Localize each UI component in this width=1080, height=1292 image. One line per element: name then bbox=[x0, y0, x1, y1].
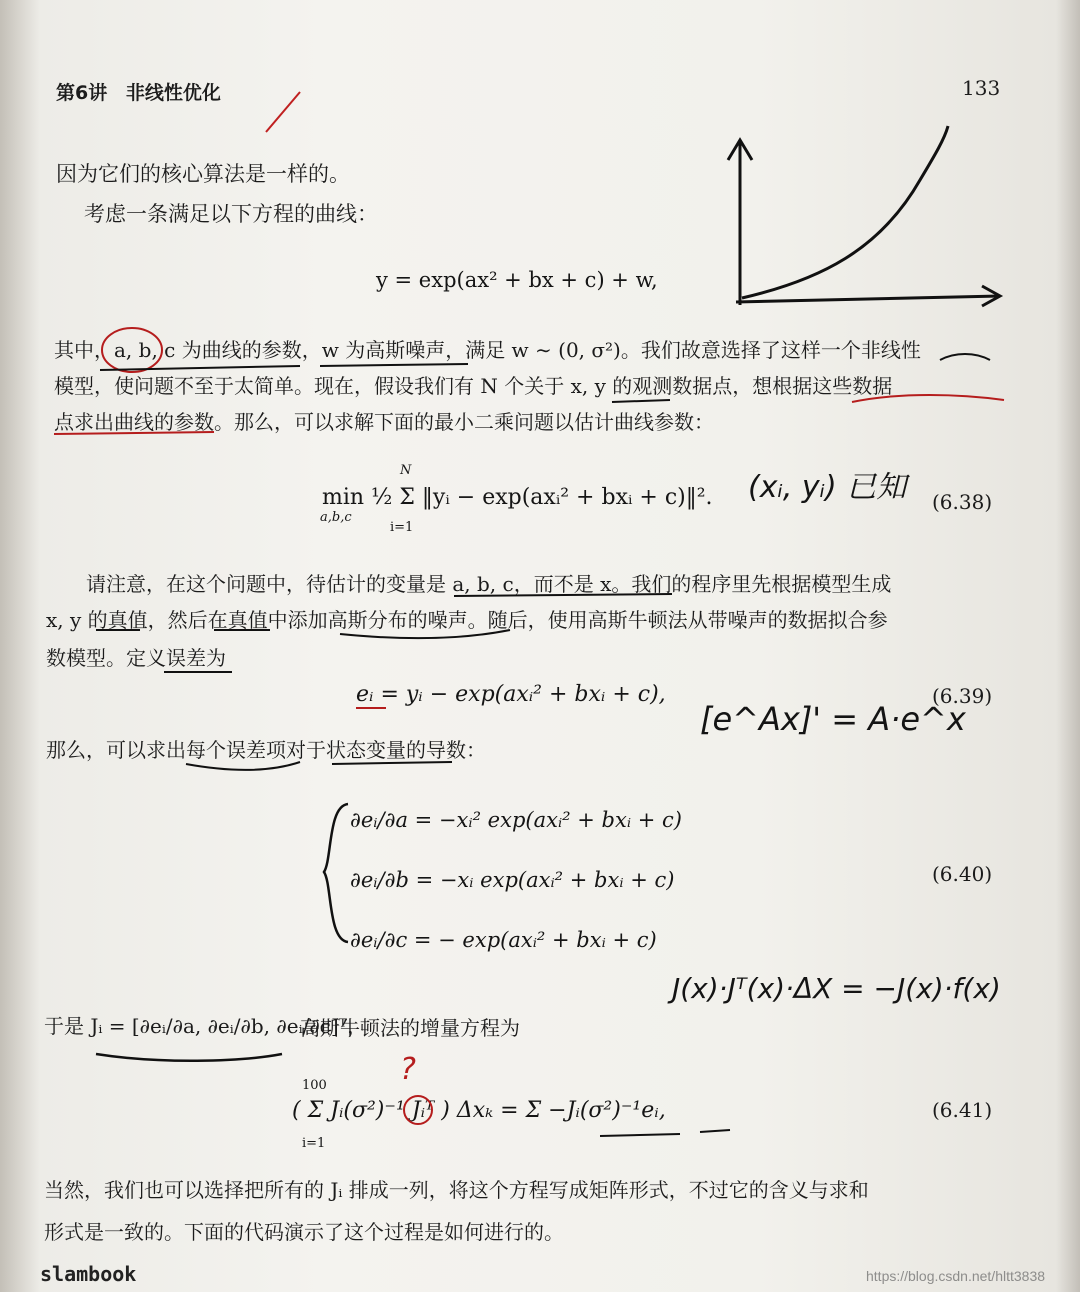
equation-6-38: min ½ Σ ‖yᵢ − exp(axᵢ² + bxᵢ + c)‖². bbox=[322, 485, 713, 510]
underline-jacobian bbox=[96, 1054, 282, 1061]
chapter-title: 非线性优化 bbox=[125, 82, 221, 104]
paragraph-5-line-2: 形式是一致的。下面的代码演示了这个过程是如何进行的。 bbox=[44, 1220, 564, 1244]
equation-number-6-38: (6.38) bbox=[932, 490, 993, 514]
watermark: https://blog.csdn.net/hltt3838 bbox=[866, 1268, 1046, 1284]
equation-number-6-41: (6.41) bbox=[932, 1098, 993, 1122]
underline-noise bbox=[320, 364, 468, 366]
chapter-number: 第6讲 bbox=[56, 82, 108, 104]
equation-6-38-subscript: a,b,c bbox=[320, 510, 352, 525]
equation-6-40-b: ∂eᵢ/∂b = −xᵢ exp(axᵢ² + bxᵢ + c) bbox=[350, 868, 675, 892]
paragraph-5-line-1: 当然，我们也可以选择把所有的 Jᵢ 排成一列，将这个方程写成矩阵形式，不过它的含义与求和 bbox=[44, 1178, 869, 1202]
underline-xy bbox=[612, 400, 670, 402]
sketch-y-arrow bbox=[728, 140, 752, 160]
equation-number-6-40: (6.40) bbox=[932, 862, 993, 886]
paragraph-2-line-3: 数模型。定义误差为 bbox=[46, 646, 226, 670]
equation-6-41-sum-top-left: 100 bbox=[302, 1078, 327, 1093]
text-line-1: 因为它们的核心算法是一样的。 bbox=[56, 162, 350, 186]
equation-6-39: eᵢ = yᵢ − exp(axᵢ² + bxᵢ + c), bbox=[356, 682, 666, 707]
text-line-2: 考虑一条满足以下方程的曲线： bbox=[84, 202, 378, 226]
paragraph-1-line-2: 模型，使问题不至于太简单。现在，假设我们有 N 个关于 x, y 的观测数据点，想根据这些数据 bbox=[54, 374, 893, 398]
equation-curve: y = exp(ax² + bx + c) + w, bbox=[376, 268, 658, 292]
underline-rhs bbox=[600, 1134, 680, 1136]
sketch-x-arrow bbox=[982, 286, 1000, 306]
paragraph-2-line-2: x, y 的真值，然后在真值中添加高斯分布的噪声。随后，使用高斯牛顿法从带噪声的数据拟合参 bbox=[46, 608, 888, 632]
page-number: 133 bbox=[962, 76, 1001, 100]
equation-6-40-a: ∂eᵢ/∂a = −xᵢ² exp(axᵢ² + bxᵢ + c) bbox=[350, 808, 682, 832]
equation-6-38-sum-top: N bbox=[400, 463, 412, 478]
spine-shadow bbox=[0, 0, 40, 1292]
paragraph-4-line-1: 高斯牛顿法的增量方程为 bbox=[300, 1016, 520, 1040]
equation-number-6-39: (6.39) bbox=[932, 684, 993, 708]
code-listing-title: slambook bbox=[40, 1262, 137, 1286]
red-check-mark bbox=[266, 92, 300, 132]
handwritten-question-mark: ? bbox=[400, 1052, 416, 1087]
equation-6-41: ( Σ Jᵢ(σ²)⁻¹ Jᵢᵀ ) Δxₖ = Σ −Jᵢ(σ²)⁻¹eᵢ, bbox=[292, 1098, 666, 1123]
sketch-x-axis bbox=[736, 296, 1000, 302]
paragraph-3-line-1: 那么，可以求出每个误差项对于状态变量的导数： bbox=[46, 738, 486, 762]
equation-brace bbox=[324, 804, 348, 942]
handwritten-note-gauss-newton: J(x)·Jᵀ(x)·ΔX = −J(x)·f(x) bbox=[672, 972, 1001, 1005]
page-edge-shadow bbox=[1056, 0, 1080, 1292]
equation-6-40-c: ∂eᵢ/∂c = − exp(axᵢ² + bxᵢ + c) bbox=[350, 928, 657, 952]
paragraph-4-jacobian: 于是 Jᵢ = [∂eᵢ/∂a, ∂eᵢ/∂b, ∂eᵢ/∂c]ᵀ， bbox=[44, 1014, 368, 1038]
paragraph-1-line-3: 点求出曲线的参数。那么，可以求解下面的最小二乘问题以估计曲线参数： bbox=[54, 410, 714, 434]
underline-nonlinear bbox=[940, 354, 990, 360]
paragraph-1-line-1: 其中，a, b, c 为曲线的参数，w 为高斯噪声，满足 w ∼ (0, σ²)。我们故意选择了这样一个非线性 bbox=[54, 338, 921, 362]
running-header bbox=[56, 78, 233, 105]
equation-6-41-sum-bottom-left: i=1 bbox=[302, 1136, 326, 1151]
underline-ei-rhs bbox=[700, 1130, 730, 1132]
handwritten-note-exp: [e^Ax]' = A·e^x bbox=[700, 700, 966, 738]
equation-6-38-sum-bottom: i=1 bbox=[390, 520, 414, 535]
underline-params bbox=[100, 366, 300, 370]
paragraph-2-line-1: 请注意，在这个问题中，待估计的变量是 a, b, c，而不是 x。我们的程序里先根据模型生成 bbox=[86, 572, 892, 596]
handwritten-note-known: (xᵢ, yᵢ) 已知 bbox=[748, 470, 907, 505]
sketch-exp-curve bbox=[742, 126, 948, 298]
